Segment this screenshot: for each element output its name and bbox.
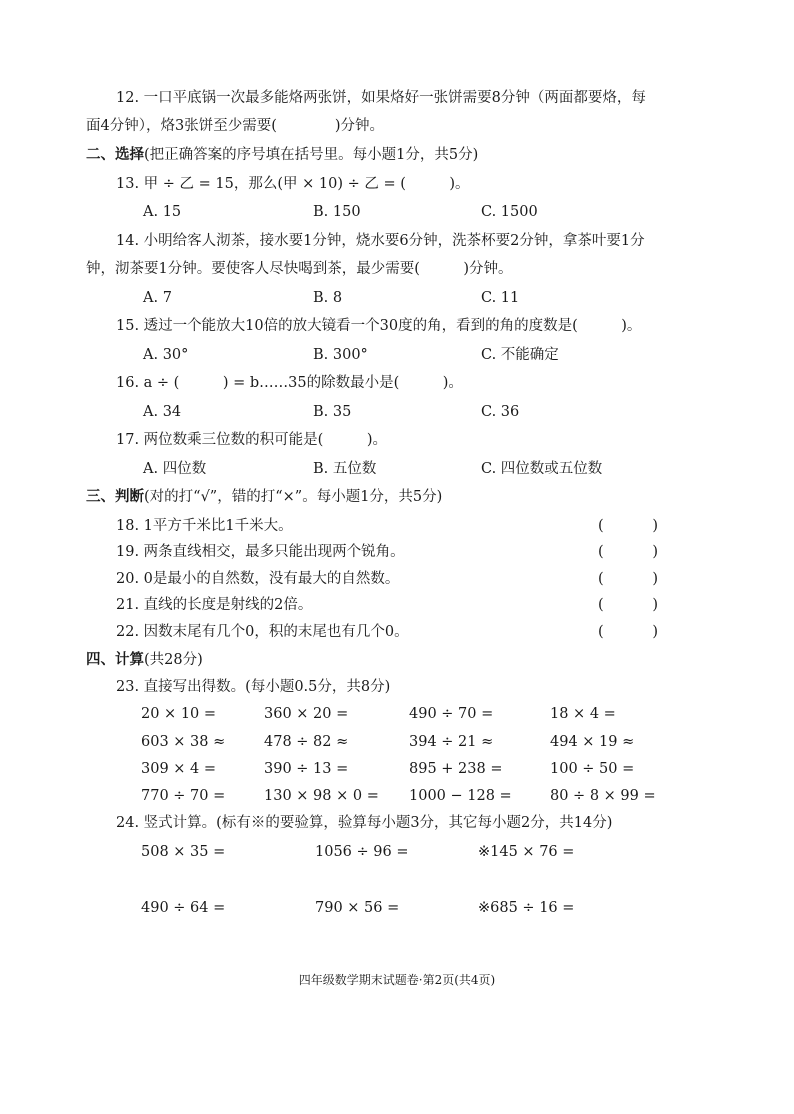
- q23-item: 770 ÷ 70 =: [141, 788, 226, 804]
- q23-item: 490 ÷ 70 =: [409, 706, 494, 722]
- question-14-option-c: C. 11: [481, 290, 520, 306]
- section-4-heading: 四、计算: [86, 651, 144, 668]
- q23-item: 80 ÷ 8 × 99 =: [550, 788, 656, 804]
- question-15-option-c: C. 不能确定: [481, 347, 559, 363]
- question-15-option-b: B. 300°: [313, 347, 368, 363]
- q23-item: 100 ÷ 50 =: [550, 761, 635, 777]
- question-17-option-b: B. 五位数: [313, 461, 377, 477]
- page-footer: 四年级数学期末试题卷·第2页(共4页): [298, 973, 496, 987]
- judgement-20-text: 20. 0是最小的自然数，没有最大的自然数。: [116, 571, 400, 587]
- question-17-option-a: A. 四位数: [143, 461, 207, 477]
- question-17-stem: 17. 两位数乘三位数的积可能是( )。: [116, 432, 387, 448]
- section-3-heading: 三、判断: [86, 488, 144, 505]
- q24-item: ※685 ÷ 16 =: [478, 900, 575, 916]
- q23-item: 603 × 38 ≈: [141, 734, 226, 750]
- q24-item: ※145 × 76 =: [478, 844, 575, 860]
- question-15-option-a: A. 30°: [143, 347, 189, 363]
- q23-item: 494 × 19 ≈: [550, 734, 635, 750]
- judgement-22-answer-blank: ( ): [598, 624, 658, 640]
- question-14-option-b: B. 8: [313, 290, 343, 306]
- q23-item: 394 ÷ 21 ≈: [409, 734, 494, 750]
- judgement-19-answer-blank: ( ): [598, 544, 658, 560]
- question-13-option-a: A. 15: [143, 204, 182, 220]
- question-16-option-a: A. 34: [143, 404, 182, 420]
- judgement-20-answer-blank: ( ): [598, 571, 658, 587]
- q24-item: 508 × 35 =: [141, 844, 226, 860]
- question-16-option-b: B. 35: [313, 404, 352, 420]
- section-4-header: [86, 650, 203, 670]
- question-17-option-c: C. 四位数或五位数: [481, 461, 603, 477]
- q23-item: 390 ÷ 13 =: [264, 761, 349, 777]
- q24-item: 490 ÷ 64 =: [141, 900, 226, 916]
- question-16-stem: 16. a ÷ ( ) = b……35的除数最小是( )。: [116, 375, 463, 391]
- question-15-stem: 15. 透过一个能放大10倍的放大镜看一个30度的角，看到的角的度数是( )。: [116, 318, 642, 334]
- question-14-stem-line-1: 14. 小明给客人沏茶，接水要1分钟，烧水要6分钟，洗茶杯要2分钟，拿茶叶要1分: [116, 233, 645, 249]
- judgement-22-text: 22. 因数末尾有几个0，积的末尾也有几个0。: [116, 624, 409, 640]
- q23-item: 478 ÷ 82 ≈: [264, 734, 349, 750]
- question-16-option-c: C. 36: [481, 404, 520, 420]
- q24-item: 1056 ÷ 96 =: [315, 844, 409, 860]
- question-13-option-b: B. 150: [313, 204, 361, 220]
- section-4-description: (共28分): [144, 652, 203, 668]
- question-14-stem-line-2: 钟，沏茶要1分钟。要使客人尽快喝到茶，最少需要( )分钟。: [86, 261, 513, 277]
- question-13-option-c: C. 1500: [481, 204, 538, 220]
- question-13-stem: 13. 甲 ÷ 乙 = 15，那么(甲 × 10) ÷ 乙 = ( )。: [116, 176, 470, 192]
- judgement-18-text: 18. 1平方千米比1千米大。: [116, 518, 293, 534]
- section-2-header: [86, 145, 478, 165]
- question-12-line-1: 12. 一口平底锅一次最多能烙两张饼，如果烙好一张饼需要8分钟（两面都要烙，每: [116, 90, 646, 106]
- judgement-19-text: 19. 两条直线相交，最多只能出现两个锐角。: [116, 544, 405, 560]
- q23-item: 360 × 20 =: [264, 706, 349, 722]
- q23-item: 1000 − 128 =: [409, 788, 512, 804]
- section-3-header: [86, 487, 442, 507]
- section-2-heading: 二、选择: [86, 146, 144, 163]
- question-12-line-2: 面4分钟），烙3张饼至少需要( )分钟。: [86, 118, 385, 134]
- question-14-option-a: A. 7: [143, 290, 172, 306]
- question-24-title: 24. 竖式计算。(标有※的要验算，验算每小题3分，其它每小题2分，共14分): [116, 815, 613, 831]
- section-2-description: (把正确答案的序号填在括号里。每小题1分，共5分): [144, 147, 479, 163]
- q23-item: 20 × 10 =: [141, 706, 217, 722]
- question-23-title: 23. 直接写出得数。(每小题0.5分，共8分): [116, 679, 391, 695]
- judgement-21-text: 21. 直线的长度是射线的2倍。: [116, 597, 313, 613]
- q23-item: 309 × 4 =: [141, 761, 217, 777]
- q23-item: 895 + 238 =: [409, 761, 503, 777]
- judgement-18-answer-blank: ( ): [598, 518, 658, 534]
- q23-item: 18 × 4 =: [550, 706, 616, 722]
- q24-item: 790 × 56 =: [315, 900, 400, 916]
- q23-item: 130 × 98 × 0 =: [264, 788, 379, 804]
- judgement-21-answer-blank: ( ): [598, 597, 658, 613]
- section-3-description: (对的打“√”，错的打“×”。每小题1分，共5分): [144, 489, 443, 505]
